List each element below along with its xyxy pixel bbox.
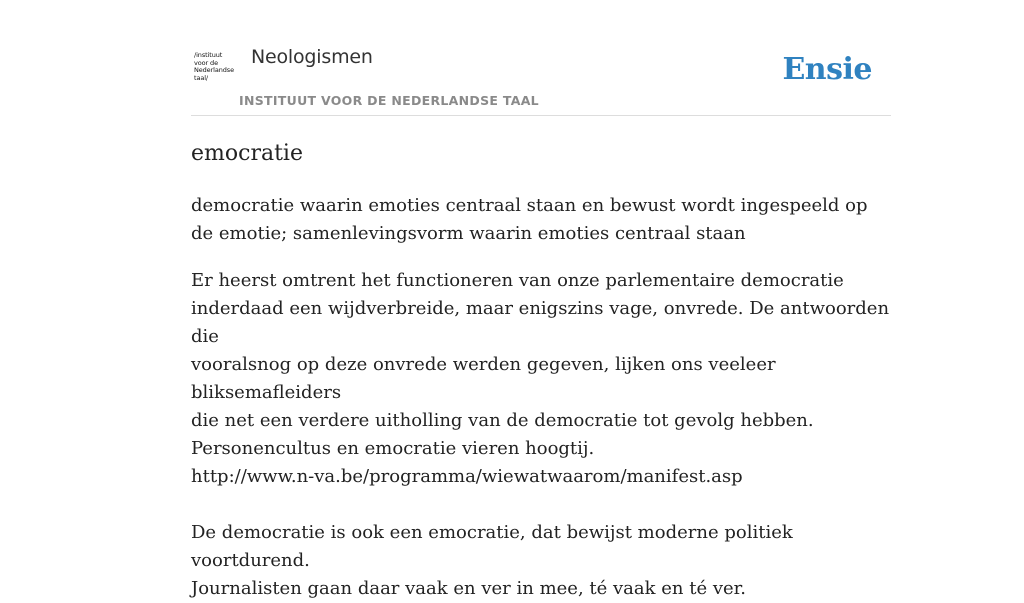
entry-term: emocratie bbox=[191, 141, 303, 166]
logo-line: taal/ bbox=[194, 73, 209, 82]
logo-line: voor de bbox=[194, 58, 218, 67]
example-line: Journalisten gaan daar vaak en ver in mee, té vaak en té ver. bbox=[191, 578, 747, 599]
example-line: vooralsnog op deze onvrede werden gegeven, lijken ons veeleer bliksemafleiders bbox=[191, 354, 776, 403]
example-line: Personencultus en emocratie vieren hoogtij. bbox=[191, 438, 595, 459]
example-line: inderdaad een wijdverbreide, maar enigszins vage, onvrede. De antwoorden die bbox=[191, 298, 890, 347]
example-source-link[interactable]: http://www.n-va.be/programma/wiewatwaarom/manifest.asp bbox=[191, 466, 743, 487]
example-line: die net een verdere uitholling van de democratie tot gevolg hebben. bbox=[191, 410, 814, 431]
ensie-logo[interactable]: Ensie bbox=[782, 52, 872, 87]
ivdnt-logo[interactable] bbox=[194, 52, 238, 92]
entry-definition: democratie waarin emoties centraal staan en bewust wordt ingespeeld op de emotie; samenlevingsvorm waarin emoties centraal staan bbox=[191, 195, 868, 244]
example-spacer bbox=[191, 491, 891, 519]
header bbox=[191, 40, 891, 116]
logo-line: /instituut bbox=[194, 51, 223, 59]
source-subtitle: INSTITUUT VOOR DE NEDERLANDSE TAAL bbox=[239, 93, 539, 108]
example-line: De democratie is ook een emocratie, dat bewijst moderne politiek voortdurend. bbox=[191, 522, 793, 571]
source-title[interactable]: Neologismen bbox=[251, 46, 373, 68]
entry-content bbox=[191, 138, 891, 603]
logo-line: Nederlandse bbox=[194, 66, 234, 74]
example-line: Er heerst omtrent het functioneren van onze parlementaire democratie bbox=[191, 270, 844, 291]
entry-example bbox=[191, 267, 891, 603]
